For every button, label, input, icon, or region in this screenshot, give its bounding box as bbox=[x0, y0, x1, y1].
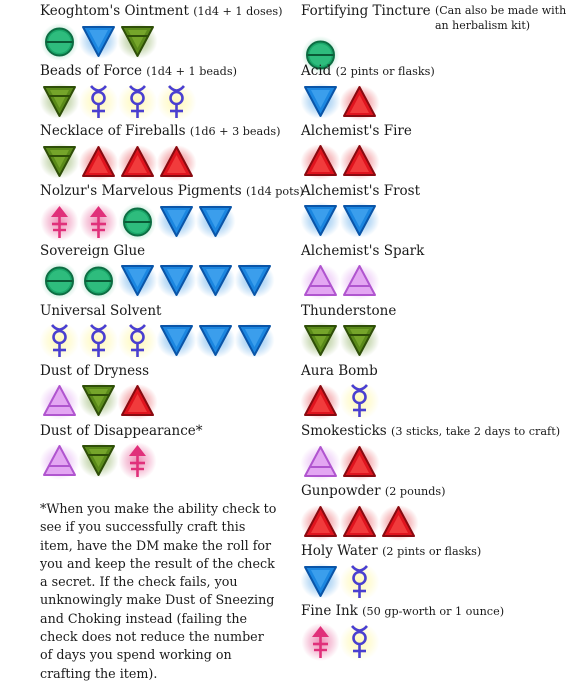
earth-icon bbox=[79, 442, 118, 480]
water-icon bbox=[235, 322, 274, 360]
recipe-title bbox=[301, 483, 446, 500]
recipe-title bbox=[40, 183, 304, 200]
fire-icon bbox=[301, 142, 340, 180]
recipe-name: Dust of Disappearance* bbox=[40, 423, 203, 439]
recipe-smokesticks bbox=[301, 423, 560, 481]
ingredient-list bbox=[40, 83, 237, 121]
recipe-universal-solvent bbox=[40, 303, 274, 360]
mercury-icon bbox=[157, 83, 196, 121]
recipe-note: (Can also be made with an herbalism kit) bbox=[434, 4, 567, 32]
recipe-holy-water bbox=[301, 543, 481, 601]
ingredient-list bbox=[301, 202, 420, 240]
water-icon bbox=[157, 203, 196, 241]
water-icon bbox=[79, 23, 118, 61]
air-icon bbox=[40, 442, 79, 480]
mercury-icon bbox=[79, 322, 118, 360]
ingredient-list bbox=[301, 623, 504, 661]
recipe-name: Acid bbox=[301, 63, 332, 79]
recipe-name: Aura Bomb bbox=[301, 363, 378, 379]
salt-icon bbox=[79, 262, 118, 300]
recipe-nolzur-s-marvelous-pigments bbox=[40, 183, 304, 241]
fire-icon bbox=[79, 143, 118, 181]
recipe-name: Keoghtom's Ointment bbox=[40, 3, 189, 19]
mercury-icon bbox=[118, 83, 157, 121]
recipe-name: Smokesticks bbox=[301, 423, 387, 439]
recipe-title bbox=[40, 423, 203, 439]
recipe-note: (2 pounds) bbox=[384, 485, 446, 498]
recipe-name: Alchemist's Spark bbox=[301, 243, 425, 259]
recipe-alchemist-s-fire bbox=[301, 123, 412, 180]
ingredient-list bbox=[301, 382, 379, 420]
ingredient-list bbox=[301, 322, 396, 360]
venus-icon bbox=[79, 203, 118, 241]
air-icon bbox=[340, 262, 379, 300]
earth-icon bbox=[40, 143, 79, 181]
ingredient-list bbox=[40, 322, 274, 360]
air-icon bbox=[40, 382, 79, 420]
footnote: *When you make the ability check to see if you successfully craft this item, have the DM make the roll for you and keep the result of the check a secret. If the check fails, you unknowingly make Dust of Sneezing and Choking instead (failing the check does not reduce the number of days you spend working on crafting the item). bbox=[40, 501, 277, 681]
recipe-title bbox=[40, 123, 281, 140]
recipe-note: (3 sticks, take 2 days to craft) bbox=[390, 425, 561, 438]
ingredient-list bbox=[301, 503, 446, 541]
water-icon bbox=[196, 322, 235, 360]
fire-icon bbox=[118, 382, 157, 420]
venus-icon bbox=[301, 623, 340, 661]
recipe-note: (2 pints or flasks) bbox=[382, 545, 482, 558]
recipe-note: (1d4 + 1 beads) bbox=[146, 65, 237, 78]
mercury-icon bbox=[40, 322, 79, 360]
recipe-aura-bomb bbox=[301, 363, 379, 420]
recipe-note: (2 pints or flasks) bbox=[335, 65, 435, 78]
recipe-name: Fortifying Tincture bbox=[301, 3, 431, 19]
recipe-beads-of-force bbox=[40, 63, 237, 121]
fire-icon bbox=[301, 503, 340, 541]
recipe-dust-of-dryness bbox=[40, 363, 157, 420]
recipe-name: Holy Water bbox=[301, 543, 378, 559]
recipe-title bbox=[301, 543, 481, 560]
ingredient-list bbox=[40, 23, 282, 61]
recipe-keoghtom-s-ointment bbox=[40, 3, 282, 61]
recipe-note: (1d4 pots) bbox=[245, 185, 304, 198]
recipe-name: Thunderstone bbox=[301, 303, 397, 319]
air-icon bbox=[301, 262, 340, 300]
venus-icon bbox=[118, 442, 157, 480]
ingredient-list bbox=[40, 442, 203, 480]
recipe-title bbox=[40, 3, 282, 20]
recipe-title bbox=[301, 303, 396, 319]
recipe-note: (1d6 + 3 beads) bbox=[189, 125, 281, 138]
recipe-dust-of-disappearance bbox=[40, 423, 203, 480]
fire-icon bbox=[340, 142, 379, 180]
recipe-name: Universal Solvent bbox=[40, 303, 162, 319]
ingredient-list bbox=[301, 443, 560, 481]
fire-icon bbox=[340, 443, 379, 481]
recipe-title bbox=[40, 363, 157, 379]
ingredient-list bbox=[301, 142, 412, 180]
recipe-name: Nolzur's Marvelous Pigments bbox=[40, 183, 242, 199]
recipe-name: Sovereign Glue bbox=[40, 243, 146, 259]
ingredient-list bbox=[40, 382, 157, 420]
water-icon bbox=[340, 202, 379, 240]
recipe-alchemist-s-frost bbox=[301, 183, 420, 240]
water-icon bbox=[301, 202, 340, 240]
ingredient-list bbox=[40, 143, 281, 181]
water-icon bbox=[196, 262, 235, 300]
recipe-name: Fine Ink bbox=[301, 603, 358, 619]
recipe-alchemist-s-spark bbox=[301, 243, 424, 300]
water-icon bbox=[301, 83, 340, 121]
salt-icon bbox=[118, 203, 157, 241]
recipe-name: Alchemist's Frost bbox=[301, 183, 421, 199]
recipe-title bbox=[301, 423, 560, 440]
water-icon bbox=[118, 262, 157, 300]
water-icon bbox=[235, 262, 274, 300]
recipe-title bbox=[301, 243, 424, 259]
ingredient-list bbox=[301, 262, 424, 300]
mercury-icon bbox=[340, 563, 379, 601]
fire-icon bbox=[379, 503, 418, 541]
earth-icon bbox=[118, 23, 157, 61]
mercury-icon bbox=[340, 382, 379, 420]
fire-icon bbox=[118, 143, 157, 181]
ingredient-list bbox=[301, 83, 435, 121]
recipe-gunpowder bbox=[301, 483, 446, 541]
recipe-acid bbox=[301, 63, 435, 121]
fire-icon bbox=[157, 143, 196, 181]
ingredient-list bbox=[301, 563, 481, 601]
recipe-title bbox=[301, 3, 575, 33]
earth-icon bbox=[301, 322, 340, 360]
earth-icon bbox=[340, 322, 379, 360]
recipe-name: Beads of Force bbox=[40, 63, 142, 79]
recipe-title bbox=[40, 303, 274, 319]
recipe-necklace-of-fireballs bbox=[40, 123, 281, 181]
recipe-note: (50 gp-worth or 1 ounce) bbox=[362, 605, 505, 618]
mercury-icon bbox=[79, 83, 118, 121]
recipe-title bbox=[301, 123, 412, 139]
recipe-name: Necklace of Fireballs bbox=[40, 123, 186, 139]
recipe-sovereign-glue bbox=[40, 243, 274, 300]
recipe-title bbox=[301, 603, 504, 620]
earth-icon bbox=[79, 382, 118, 420]
water-icon bbox=[301, 563, 340, 601]
recipe-title bbox=[40, 243, 274, 259]
water-icon bbox=[196, 203, 235, 241]
earth-icon bbox=[40, 83, 79, 121]
recipe-fine-ink bbox=[301, 603, 504, 661]
mercury-icon bbox=[340, 623, 379, 661]
water-icon bbox=[157, 322, 196, 360]
fire-icon bbox=[340, 83, 379, 121]
recipe-note: (1d4 + 1 doses) bbox=[193, 5, 283, 18]
fire-icon bbox=[301, 382, 340, 420]
recipe-title bbox=[301, 183, 420, 199]
salt-icon bbox=[40, 262, 79, 300]
recipe-name: Dust of Dryness bbox=[40, 363, 150, 379]
venus-icon bbox=[40, 203, 79, 241]
recipe-thunderstone bbox=[301, 303, 396, 360]
mercury-icon bbox=[118, 322, 157, 360]
ingredient-list bbox=[40, 203, 304, 241]
recipe-name: Alchemist's Fire bbox=[301, 123, 412, 139]
recipe-title bbox=[40, 63, 237, 80]
salt-icon bbox=[40, 23, 79, 61]
water-icon bbox=[157, 262, 196, 300]
recipe-title bbox=[301, 363, 379, 379]
ingredient-list bbox=[40, 262, 274, 300]
fire-icon bbox=[340, 503, 379, 541]
recipe-name: Gunpowder bbox=[301, 483, 381, 499]
recipe-title bbox=[301, 63, 435, 80]
air-icon bbox=[301, 443, 340, 481]
